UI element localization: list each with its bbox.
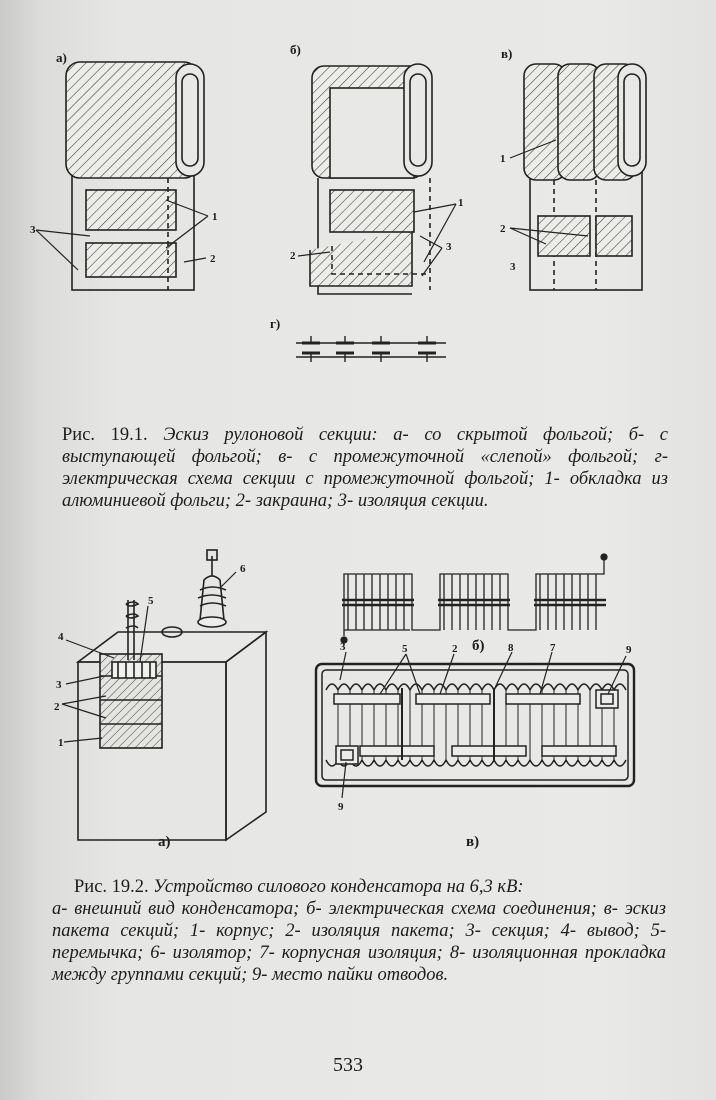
fig1-label-g: г)	[270, 316, 281, 331]
fig2v-callout-9-bottom: 9	[338, 801, 344, 813]
fig1a-callout-3: 3	[30, 224, 36, 236]
fig2a-callout-4: 4	[58, 631, 64, 643]
fig1-label-v: в)	[501, 46, 513, 61]
figure-19-2	[0, 540, 716, 860]
fig1-label-b: б)	[290, 42, 301, 57]
fig2-label-b: б)	[472, 638, 485, 654]
fig2-caption-text: а- внешний вид конденсатора; б- электрическая схема соединения; в- эскиз пакета секций; 1- корпус; 2- изоляция пакета; 3- секция; 4- вывод; 5- перемычка; 6- изолятор; 7- корпусная изоляция; 8- изоляционная прокладка между группами секций; 9- место пайки отводов.	[52, 899, 666, 985]
fig1-panel-v-sketch	[510, 64, 646, 290]
fig2-caption-lead: Рис. 19.2.	[74, 877, 149, 897]
fig1-panel-g-schematic	[296, 336, 446, 362]
page-number: 533	[333, 1054, 363, 1076]
fig2-caption-title: Устройство силового конденсатора на 6,3 кВ:	[153, 877, 524, 897]
fig2a-callout-1: 1	[58, 737, 64, 749]
fig2-label-v: в)	[466, 834, 480, 850]
fig1b-callout-3: 3	[446, 241, 452, 253]
fig2a-callout-6: 6	[240, 563, 246, 575]
fig2v-callout-5: 5	[402, 643, 408, 655]
figure-19-1	[0, 30, 716, 370]
fig2-panel-b-schematic	[341, 554, 607, 643]
fig1a-callout-1: 1	[212, 211, 218, 223]
fig2v-callout-8: 8	[508, 642, 514, 654]
fig1v-callout-2: 2	[500, 223, 506, 235]
fig1-panel-b-sketch	[298, 64, 456, 294]
fig1-caption-text: Эскиз рулоновой секции: а- со скрытой фольгой; б- с выступающей фольгой; в- с промежуточной «слепой» фольгой; г- электрическая схема секции с промежуточной фольгой; 1- обкладка из алюминиевой фольги; 2- закраина; 3- изоляция секции.	[62, 425, 669, 511]
fig1a-callout-2: 2	[210, 253, 216, 265]
fig2-panel-a-capacitor	[62, 550, 266, 840]
fig2a-callout-2: 2	[54, 701, 60, 713]
fig2a-callout-3: 3	[56, 679, 62, 691]
fig1-panel-a-sketch	[36, 62, 208, 290]
fig1-caption-lead: Рис. 19.1.	[62, 425, 148, 445]
fig1-label-a: а)	[56, 50, 67, 65]
figure-19-2-caption	[52, 876, 666, 986]
fig1b-callout-2: 2	[290, 250, 296, 262]
fig1b-callout-1: 1	[458, 197, 464, 209]
fig2-panel-v-package	[316, 652, 634, 798]
fig1v-callout-3: 3	[510, 261, 516, 273]
fig2v-callout-2: 2	[452, 643, 458, 655]
fig2-label-a: а)	[158, 834, 171, 850]
fig1v-callout-1: 1	[500, 153, 506, 165]
fig2a-callout-5: 5	[148, 595, 154, 607]
fig2v-callout-7: 7	[550, 642, 556, 654]
fig2v-callout-3: 3	[340, 641, 346, 653]
figure-19-1-caption	[62, 424, 668, 512]
fig2v-callout-9-top: 9	[626, 644, 632, 656]
